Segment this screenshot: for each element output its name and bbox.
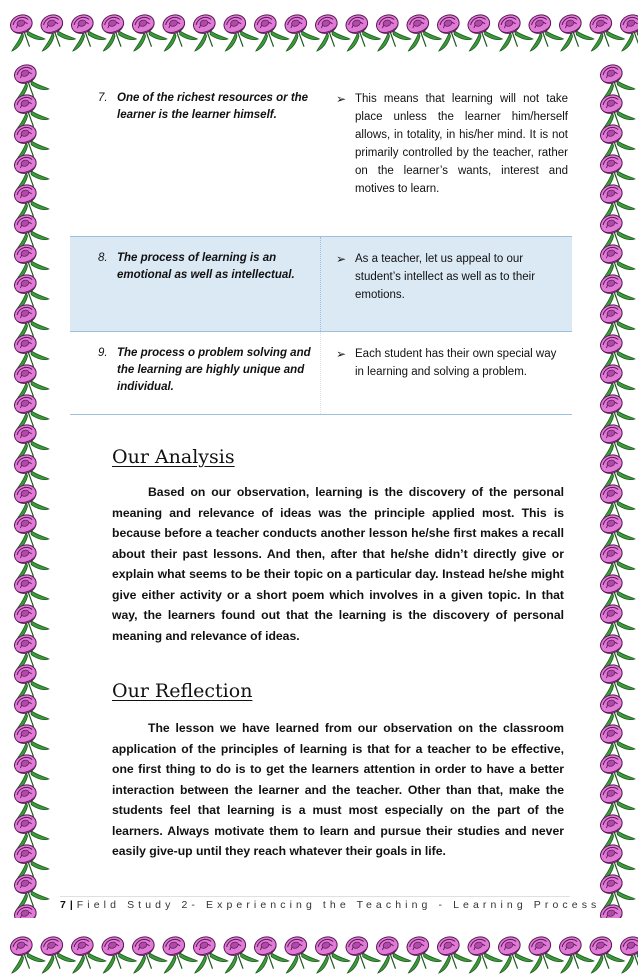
- page-number: 7: [60, 899, 66, 911]
- rose-icon: [276, 10, 320, 53]
- rose-icon: [611, 10, 638, 53]
- principle-cell: [70, 250, 320, 331]
- rose-icon: [306, 10, 350, 53]
- rose-icon: [489, 932, 533, 975]
- table-row: [70, 332, 572, 414]
- footer-title: Field Study 2- Experiencing the Teaching - Learning Process: [76, 899, 601, 911]
- rose-icon: [520, 10, 564, 53]
- footer-separator: |: [69, 899, 73, 911]
- rose-icon: [1, 932, 45, 975]
- rose-icon: [123, 10, 167, 53]
- page-footer: [60, 896, 601, 911]
- rose-border-right: [580, 58, 638, 918]
- explanation-cell: [320, 90, 572, 236]
- rose-icon: [215, 10, 259, 53]
- principle-number: 7.: [98, 92, 108, 104]
- rose-icon: [62, 10, 106, 53]
- rose-icon: [581, 932, 625, 975]
- rose-icon: [398, 10, 442, 53]
- principle-number: 8.: [98, 252, 108, 264]
- rose-icon: [489, 10, 533, 53]
- principle-cell: [70, 90, 320, 236]
- rose-icon: [5, 900, 49, 918]
- rose-icon: [611, 932, 638, 975]
- table-bottom-rule: [70, 414, 572, 415]
- rose-border-bottom: [0, 918, 638, 976]
- rose-icon: [93, 10, 137, 53]
- rose-icon: [459, 10, 503, 53]
- principles-table: [70, 80, 572, 414]
- reflection-text: The lesson we have learned from our observation on the classroom application of the principles of learning is that for a teacher to be effective, one first thing to do is to get the learners attention in order to have a better interaction between the learner and the teacher. Other than that, make the students feel that learning is a must most especially on the part of the learners. Always motivate them to learn and pursue their studies and never easily give-up until they reach whatever their goals in life.: [112, 721, 564, 858]
- rose-icon: [276, 932, 320, 975]
- table-row: [70, 236, 572, 332]
- rose-icon: [1, 10, 45, 53]
- principle-cell: [70, 345, 320, 414]
- rose-icon: [32, 10, 76, 53]
- principle-text: One of the richest resources or the learner is the learner himself.: [117, 92, 309, 121]
- rose-icon: [428, 932, 472, 975]
- rose-icon: [154, 932, 198, 975]
- rose-icon: [184, 10, 228, 53]
- arrow-bullet-icon: ➢: [336, 92, 347, 106]
- rose-icon: [367, 932, 411, 975]
- rose-icon: [398, 932, 442, 975]
- explanation-cell: [320, 250, 572, 331]
- rose-icon: [581, 10, 625, 53]
- rose-icon: [245, 10, 289, 53]
- rose-icon: [306, 932, 350, 975]
- rose-icon: [245, 932, 289, 975]
- rose-icon: [520, 932, 564, 975]
- principle-number: 9.: [98, 347, 108, 359]
- rose-icon: [367, 10, 411, 53]
- rose-icon: [32, 932, 76, 975]
- reflection-heading: Our Reflection: [112, 680, 253, 702]
- rose-icon: [93, 932, 137, 975]
- analysis-text: Based on our observation, learning is the discovery of the personal meaning and relevance of ideas was the principle applied most. This is because before a teacher conducts another lesson he/she first makes a recall about their past lessons. And then, after that he/she didn’t directly give or explain what seems to be their topic on a particular day. Instead he/she might give either activity or a short poem which involves in a given topic. In that way, the learners found out that the learning is the discovery of personal meaning and relevance of ideas.: [112, 485, 564, 643]
- analysis-heading: Our Analysis: [112, 446, 235, 468]
- explanation-text: This means that learning will not take place unless the learner him/herself allows, in totality, in his/her mind. It is not primarily controlled by the teacher, rather on the learner’s wants, interest and motives to learn.: [355, 93, 568, 195]
- rose-icon: [550, 932, 594, 975]
- rose-icon: [184, 932, 228, 975]
- rose-icon: [215, 932, 259, 975]
- explanation-text: As a teacher, let us appeal to our student’s intellect as well as to their emotions.: [355, 253, 536, 301]
- principle-text: The process o problem solving and the learning are highly unique and individual.: [117, 347, 311, 393]
- arrow-bullet-icon: ➢: [336, 347, 347, 361]
- arrow-bullet-icon: ➢: [336, 252, 347, 266]
- rose-icon: [154, 10, 198, 53]
- explanation-cell: [320, 345, 572, 414]
- rose-border-top: [0, 0, 638, 58]
- explanation-text: Each student has their own special way in learning and solving a problem.: [355, 348, 557, 378]
- rose-icon: [62, 932, 106, 975]
- rose-icon: [428, 10, 472, 53]
- rose-icon: [337, 932, 381, 975]
- rose-icon: [459, 932, 503, 975]
- reflection-paragraph: [112, 718, 564, 862]
- principle-text: The process of learning is an emotional as well as intellectual.: [117, 252, 295, 281]
- rose-icon: [337, 10, 381, 53]
- rose-border-left: [0, 58, 58, 918]
- rose-icon: [123, 932, 167, 975]
- table-row: [70, 80, 572, 236]
- analysis-paragraph: [112, 482, 564, 646]
- rose-icon: [550, 10, 594, 53]
